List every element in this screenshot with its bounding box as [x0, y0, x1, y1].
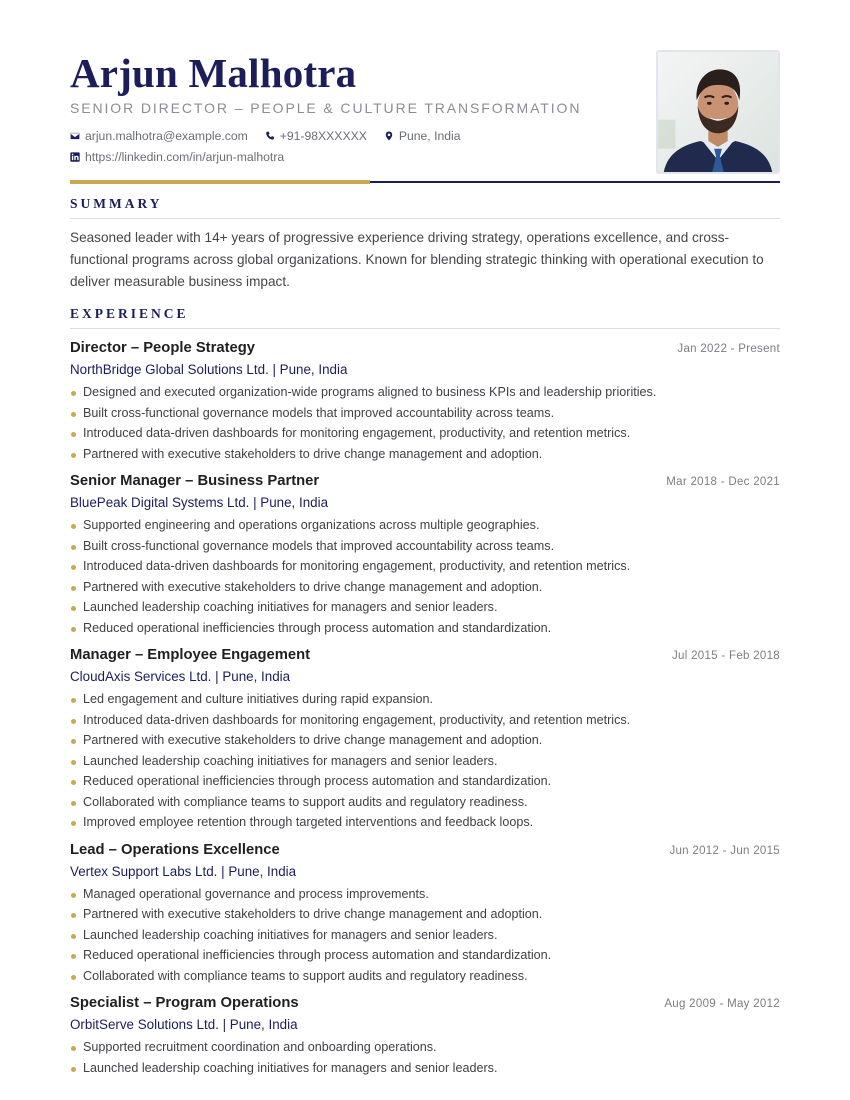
- summary-heading: SUMMARY: [70, 196, 780, 219]
- job-dates: Aug 2009 - May 2012: [664, 998, 780, 1010]
- job-bullet: Introduced data-driven dashboards for monitoring engagement, productivity, and retention metrics.: [70, 710, 780, 731]
- job-bullet: Built cross-functional governance models that improved accountability across teams.: [70, 536, 780, 557]
- job-bullet: Collaborated with compliance teams to support audits and regulatory readiness.: [70, 792, 780, 813]
- job-bullet: Designed and executed organization-wide programs aligned to business KPIs and leadership priorities.: [70, 382, 780, 403]
- job-bullets: [70, 884, 780, 987]
- linkedin-icon: [70, 152, 80, 162]
- summary-text: Seasoned leader with 14+ years of progressive experience driving strategy, operations excellence, and cross-functional programs across global organizations. Known for blending strategic thinking with operational execution to deliver measurable business impact.: [70, 230, 764, 289]
- job-company: OrbitServe Solutions Ltd. | Pune, India: [70, 1017, 298, 1032]
- experience-section: [70, 306, 780, 1078]
- location-text: Pune, India: [398, 129, 461, 143]
- job-bullet: Reduced operational inefficiencies through process automation and standardization.: [70, 945, 780, 966]
- contact-row-primary: [70, 129, 478, 143]
- job-bullet: Reduced operational inefficiencies through process automation and standardization.: [70, 771, 780, 792]
- job-bullet: Built cross-functional governance models that improved accountability across teams.: [70, 403, 780, 424]
- job-bullet: Introduced data-driven dashboards for monitoring engagement, productivity, and retention metrics.: [70, 556, 780, 577]
- contact-phone[interactable]: [265, 129, 367, 143]
- job-entry: [70, 993, 780, 1078]
- resume-header: [70, 0, 780, 186]
- contact-email[interactable]: [70, 129, 248, 143]
- contact-row-secondary: [70, 150, 301, 164]
- contact-location: [384, 129, 461, 143]
- job-dates: Jul 2015 - Feb 2018: [672, 650, 780, 662]
- job-bullets: [70, 1037, 780, 1078]
- header-divider-navy: [370, 181, 780, 183]
- job-company: NorthBridge Global Solutions Ltd. | Pune, India: [70, 362, 348, 377]
- experience-heading: EXPERIENCE: [70, 306, 780, 329]
- profile-photo: [656, 50, 780, 174]
- phone-icon: [265, 131, 275, 141]
- job-bullet: Partnered with executive stakeholders to drive change management and adoption.: [70, 577, 780, 598]
- job-bullet: Supported engineering and operations organizations across multiple geographies.: [70, 515, 780, 536]
- job-bullet: Improved employee retention through targeted interventions and feedback loops.: [70, 812, 780, 833]
- job-role: Director – People Strategy: [70, 340, 256, 356]
- job-role: Manager – Employee Engagement: [70, 647, 311, 663]
- job-bullet: Launched leadership coaching initiatives for managers and senior leaders.: [70, 751, 780, 772]
- job-bullet: Partnered with executive stakeholders to drive change management and adoption.: [70, 730, 780, 751]
- summary-section: [70, 196, 780, 293]
- map-pin-icon: [384, 131, 394, 141]
- email-text: arjun.malhotra@example.com: [85, 129, 248, 143]
- profile-photo-illustration: [658, 52, 778, 172]
- header-divider: [70, 180, 780, 184]
- job-bullet: Managed operational governance and process improvements.: [70, 884, 780, 905]
- job-entry: [70, 840, 780, 987]
- job-role: Senior Manager – Business Partner: [70, 473, 320, 489]
- job-bullets: [70, 382, 780, 464]
- job-entry: [70, 471, 780, 638]
- job-company: BluePeak Digital Systems Ltd. | Pune, India: [70, 495, 329, 510]
- job-bullet: Launched leadership coaching initiatives for managers and senior leaders.: [70, 1058, 780, 1079]
- job-bullets: [70, 515, 780, 638]
- job-bullet: Partnered with executive stakeholders to drive change management and adoption.: [70, 444, 780, 465]
- candidate-name: Arjun Malhotra: [70, 50, 357, 96]
- job-bullets: [70, 689, 780, 833]
- job-bullet: Launched leadership coaching initiatives for managers and senior leaders.: [70, 925, 780, 946]
- job-role: Lead – Operations Excellence: [70, 841, 280, 858]
- job-company: CloudAxis Services Ltd. | Pune, India: [70, 669, 291, 684]
- job-company: Vertex Support Labs Ltd. | Pune, India: [70, 863, 297, 879]
- job-bullet: Launched leadership coaching initiatives for managers and senior leaders.: [70, 597, 780, 618]
- job-bullet: Collaborated with compliance teams to support audits and regulatory readiness.: [70, 966, 780, 987]
- job-dates: Jan 2022 - Present: [677, 343, 780, 355]
- linkedin-text: https://linkedin.com/in/arjun-malhotra: [85, 150, 285, 164]
- candidate-title: SENIOR DIRECTOR – PEOPLE & CULTURE TRANSFORMATION: [70, 100, 582, 116]
- job-dates: Mar 2018 - Dec 2021: [666, 476, 780, 488]
- job-bullet: Reduced operational inefficiencies through process automation and standardization.: [70, 618, 780, 639]
- job-bullet: Led engagement and culture initiatives during rapid expansion.: [70, 689, 780, 710]
- job-entry: [70, 338, 780, 464]
- contact-linkedin[interactable]: [70, 150, 284, 164]
- job-entry: [70, 645, 780, 833]
- envelope-icon: [70, 131, 80, 141]
- header-divider-gold: [70, 180, 370, 184]
- job-dates: Jun 2012 - Jun 2015: [669, 844, 780, 857]
- job-bullet: Supported recruitment coordination and onboarding operations.: [70, 1037, 780, 1058]
- phone-text: +91-98XXXXXX: [279, 129, 367, 143]
- job-bullet: Introduced data-driven dashboards for monitoring engagement, productivity, and retention metrics.: [70, 423, 780, 444]
- job-role: Specialist – Program Operations: [70, 995, 299, 1011]
- job-bullet: Partnered with executive stakeholders to drive change management and adoption.: [70, 904, 780, 925]
